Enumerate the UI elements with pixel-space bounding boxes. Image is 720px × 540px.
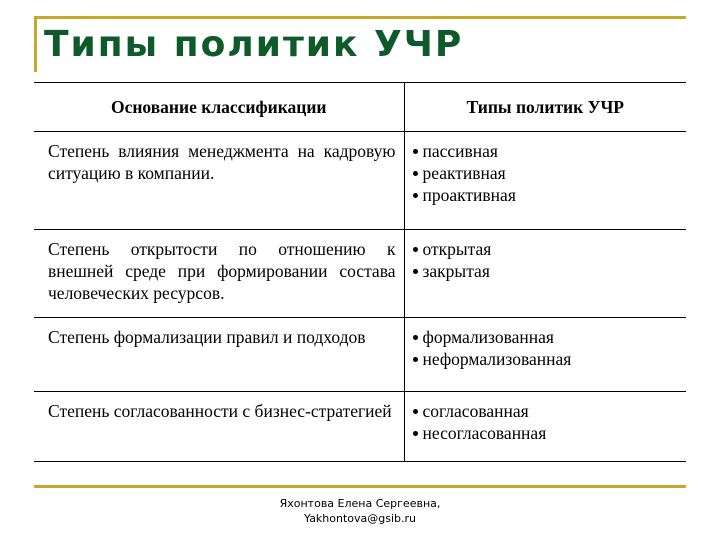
- types-list: [413, 140, 681, 206]
- author-name: Яхонтова Елена Сергеевна,: [279, 497, 441, 510]
- basis-cell: Степень формализации правил и подходов: [34, 318, 404, 392]
- list-item: согласованная: [413, 400, 681, 422]
- basis-cell: Степень влияния менеджмента на кадровую ситуацию в компании.: [34, 132, 404, 230]
- types-list: [413, 400, 681, 444]
- slide-title: Типы политик УЧР: [44, 24, 464, 65]
- left-accent-line: [34, 16, 37, 72]
- list-item: пассивная: [413, 140, 681, 162]
- bottom-accent-line: [34, 485, 686, 488]
- author-email: Yakhontova@gsib.ru: [303, 512, 417, 525]
- table-row: [34, 230, 686, 318]
- basis-cell: Степень согласованности с бизнес-стратегией: [34, 392, 404, 462]
- types-cell: [404, 230, 686, 318]
- list-item: закрытая: [413, 260, 681, 282]
- policy-types-table: [34, 82, 686, 462]
- list-item: формализованная: [413, 326, 681, 348]
- types-cell: [404, 392, 686, 462]
- list-item: неформализованная: [413, 348, 681, 370]
- footer: [0, 496, 720, 526]
- list-item: проактивная: [413, 184, 681, 206]
- types-list: [413, 326, 681, 370]
- basis-cell: Степень открытости по отношению к внешней среде при формировании состава человеческих ресурсов.: [34, 230, 404, 318]
- list-item: реактивная: [413, 162, 681, 184]
- types-list: [413, 238, 681, 282]
- list-item: несогласованная: [413, 422, 681, 444]
- table-header-row: [34, 83, 686, 132]
- types-cell: [404, 132, 686, 230]
- list-item: открытая: [413, 238, 681, 260]
- table-row: [34, 318, 686, 392]
- table-row: [34, 132, 686, 230]
- header-policy-types: Типы политик УЧР: [404, 83, 686, 132]
- top-accent-line: [34, 16, 686, 19]
- types-cell: [404, 318, 686, 392]
- header-classification-basis: Основание классификации: [34, 83, 404, 132]
- table-row: [34, 392, 686, 462]
